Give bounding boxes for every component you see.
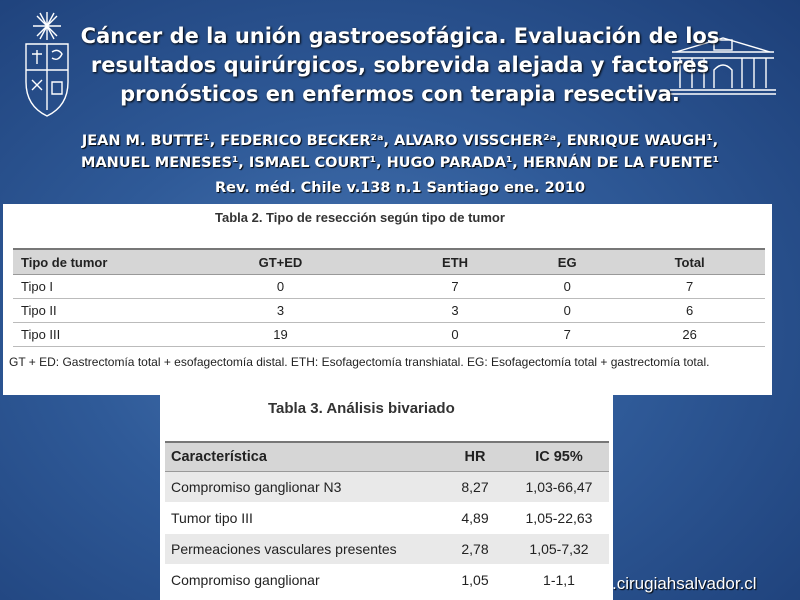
table-cell: 0	[520, 275, 614, 299]
authors-line-2: MANUEL MENESES¹, ISMAEL COURT¹, HUGO PARADA¹, HERNÁN DE LA FUENTE¹	[81, 155, 719, 171]
authors-line-1: JEAN M. BUTTE¹, FEDERICO BECKER²ᵃ, ALVARO VISSCHER²ᵃ, ENRIQUE WAUGH¹,	[81, 133, 719, 149]
table2-header-cell: ETH	[390, 249, 520, 275]
table3-caption: Tabla 3. Análisis bivariado	[268, 400, 455, 417]
table-cell: 7	[614, 275, 765, 299]
table-cell: 8,27	[441, 472, 509, 503]
table-cell: 2,78	[441, 534, 509, 565]
table-cell: Tipo I	[13, 275, 171, 299]
table3-header-cell: Característica	[165, 442, 441, 472]
table-cell: 1,05-22,63	[509, 503, 609, 534]
table-row	[165, 503, 609, 534]
table-cell: Tipo II	[13, 299, 171, 323]
table-cell: 0	[171, 275, 390, 299]
table-cell: Tumor tipo III	[165, 503, 441, 534]
article-title: Cáncer de la unión gastroesofágica. Evaluación de los resultados quirúrgicos, sobrevida alejada y factores pronósticos en enfermos con terapia resectiva.	[80, 24, 720, 106]
table-cell: 3	[171, 299, 390, 323]
table-cell: 0	[520, 299, 614, 323]
table3	[165, 441, 609, 596]
table3-header-row	[165, 442, 609, 472]
table-row	[13, 275, 765, 299]
table2-header-cell: Tipo de tumor	[13, 249, 171, 275]
table-row	[13, 299, 765, 323]
table2-note: GT + ED: Gastrectomía total + esofagectomía distal. ETH: Esofagectomía transhiatal. EG: Esofagectomía total + gastrectomía total.	[9, 355, 710, 369]
table-row	[165, 534, 609, 565]
table-cell: 1,03-66,47	[509, 472, 609, 503]
authors	[20, 130, 780, 174]
table-cell: 0	[390, 323, 520, 347]
table2-header-row	[13, 249, 765, 275]
table-cell: Tipo III	[13, 323, 171, 347]
table3-header-cell: HR	[441, 442, 509, 472]
citation: Rev. méd. Chile v.138 n.1 Santiago ene. 2010	[214, 180, 586, 196]
table3-panel	[160, 395, 613, 600]
table3-header-cell: IC 95%	[509, 442, 609, 472]
table-cell: 1-1,1	[509, 565, 609, 596]
table-cell: 26	[614, 323, 765, 347]
table-cell: 1,05-7,32	[509, 534, 609, 565]
table-cell: 19	[171, 323, 390, 347]
table2-panel	[3, 204, 772, 395]
table-row	[165, 565, 609, 596]
table-cell: Compromiso ganglionar N3	[165, 472, 441, 503]
table-cell: 4,89	[441, 503, 509, 534]
table-row	[13, 323, 765, 347]
table-cell: Compromiso ganglionar	[165, 565, 441, 596]
table2-header-cell: GT+ED	[171, 249, 390, 275]
table-cell: 6	[614, 299, 765, 323]
table2-header-cell: Total	[614, 249, 765, 275]
table-cell: Permeaciones vasculares presentes	[165, 534, 441, 565]
table2	[13, 248, 765, 347]
table-cell: 3	[390, 299, 520, 323]
site-url: .cirugiahsalvador.cl	[612, 574, 757, 593]
table2-header-cell: EG	[520, 249, 614, 275]
table-row	[165, 472, 609, 503]
table2-caption: Tabla 2. Tipo de resección según tipo de tumor	[215, 210, 505, 225]
table-cell: 7	[520, 323, 614, 347]
table-cell: 1,05	[441, 565, 509, 596]
table-cell: 7	[390, 275, 520, 299]
